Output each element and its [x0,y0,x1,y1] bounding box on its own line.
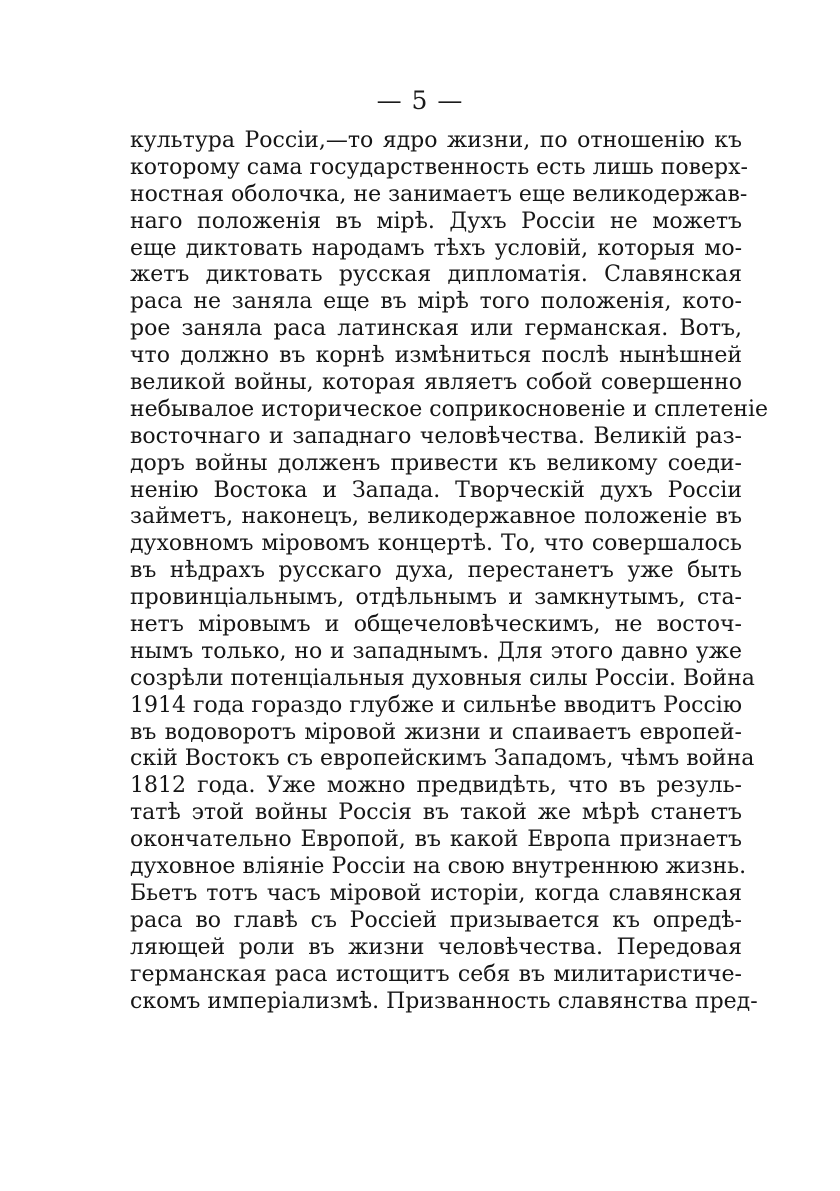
text-line: доръ войны долженъ привести къ великому соеди- [130,450,742,476]
text-line: въ нѣдрахъ русскаго духа, перестанетъ уже быть [130,558,742,584]
text-line: восточнаго и западнаго человѣчества. Великій раз- [130,423,742,449]
text-line: ненію Востока и Запада. Творческій духъ Россіи [130,477,742,503]
text-line: татѣ этой войны Россія въ такой же мѣрѣ станетъ [130,800,742,826]
text-line: которому сама государственность есть лишь поверх- [130,154,748,180]
text-line: раса не заняла еще въ мірѣ того положенія, кото- [130,289,742,315]
text-line: въ водоворотъ міровой жизни и спаиваетъ европей- [130,719,742,745]
text-line: скомъ имперіализмѣ. Призванность славянства пред- [130,988,758,1014]
text-line: скій Востокъ съ европейскимъ Западомъ, чѣмъ война [130,746,755,772]
text-line: созрѣли потенціальныя духовныя силы Россіи. Война [130,665,755,691]
text-line: культура Россіи,—то ядро жизни, по отношенію къ [130,128,742,153]
text-line: Бьетъ тотъ часъ міровой исторіи, когда славянская [130,880,742,906]
text-line: раса во главѣ съ Россіей призывается къ опредѣ- [130,907,742,933]
text-line: жетъ диктовать русская дипломатія. Славянская [130,262,742,288]
text-line: великой войны, которая являетъ собой совершенно [130,370,742,396]
text-line: небывалое историческое соприкосновеніе и сплетеніе [130,396,769,422]
text-line: рое заняла раса латинская или германская. Вотъ, [130,316,742,342]
text-line: окончательно Европой, въ какой Европа признаетъ [130,827,742,853]
text-line: ляющей роли въ жизни человѣчества. Передовая [130,934,742,960]
text-line: еще диктовать народамъ тѣхъ условій, которыя мо- [130,235,742,261]
text-line: 1812 года. Уже можно предвидѣть, что въ резуль- [130,773,742,799]
text-line: займетъ, наконецъ, великодержавное положеніе въ [130,504,742,530]
text-line: нымъ только, но и западнымъ. Для этого давно уже [130,638,742,664]
body-text [130,128,769,1015]
text-line: германская раса истощитъ себя въ милитаристиче- [130,961,742,987]
page-number: — 5 — [376,86,464,115]
text-line: духовномъ міровомъ концертѣ. То, что совершалось [130,531,742,557]
text-line: нетъ міровымъ и общечеловѣческимъ, не восточ- [130,612,742,638]
text-line: что должно въ корнѣ измѣниться послѣ нынѣшней [130,343,742,369]
text-line: наго положенія въ мірѣ. Духъ Россіи не можетъ [130,208,742,234]
text-line: провинціальнымъ, отдѣльнымъ и замкнутымъ, ста- [130,585,742,611]
text-line: духовное вліяніе Россіи на свою внутреннюю жизнь. [130,854,747,880]
text-line: 1914 года гораздо глубже и сильнѣе вводитъ Россію [130,692,742,718]
text-line: ностная оболочка, не занимаетъ еще великодержав- [130,181,748,207]
